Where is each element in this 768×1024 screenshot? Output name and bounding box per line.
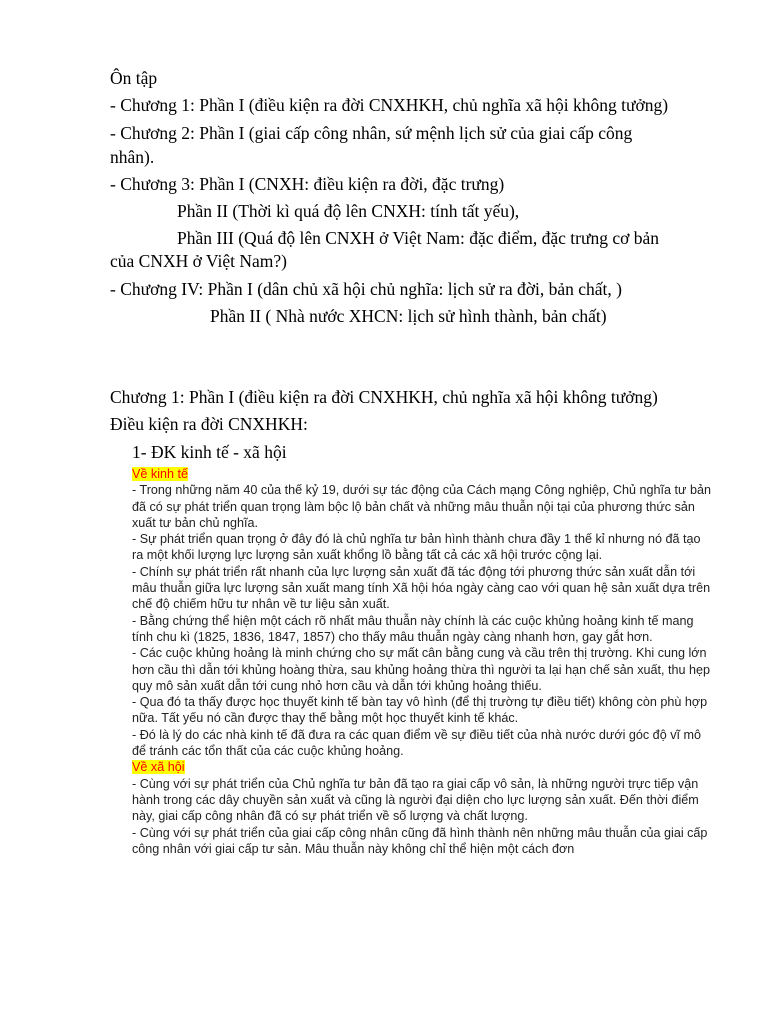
outline-line-chapter-2-cont: nhân). — [110, 147, 155, 167]
outline-title: Ôn tập — [110, 68, 158, 88]
paragraph: - Bằng chứng thể hiện một cách rõ nhất mâu thuẫn này chính là các cuộc khủng hoảng kinh tế mang tính chu kì (1825, 1836, 1847, 1857) cho thấy mâu thuẫn ngày càng nhanh hơn, gay gắt hơn. — [132, 613, 694, 644]
outline-line-chapter-2: - Chương 2: Phần I (giai cấp công nhân, sứ mệnh lịch sử của giai cấp công — [110, 123, 633, 143]
kinh-te-highlight: Về kinh tế — [132, 467, 189, 481]
outline-line-chapter-4-part-2: Phần II ( Nhà nước XHCN: lịch sử hình thành, bản chất) — [210, 306, 607, 326]
section-subheading: Điều kiện ra đời CNXHKH: — [110, 414, 308, 434]
section-heading: Chương 1: Phần I (điều kiện ra đời CNXHKH, chủ nghĩa xã hội không tưởng) — [110, 387, 658, 407]
xa-hoi-highlight: Về xã hội — [132, 760, 185, 775]
paragraph: - Sự phát triển quan trọng ở đây đó là chủ nghĩa tư bản hình thành chưa đầy 1 thế kỉ nhưng nó đã tạo ra một khối lượng lực lượng sản xuất khổng lồ bằng tất cả các xã hội trước cộng lại. — [132, 532, 701, 563]
paragraph: - Đó là lý do các nhà kinh tế đã đưa ra các quan điểm về sự điều tiết của nhà nước dưới góc độ vĩ mô để tránh các tổn thất của các cuộc khủng hoảng. — [132, 727, 701, 759]
outline-line-chapter-3: - Chương 3: Phần I (CNXH: điều kiện ra đời, đặc trưng) — [110, 174, 505, 194]
paragraph: - Cùng với sự phát triển của Chủ nghĩa tư bản đã tạo ra giai cấp vô sản, là những người trực tiếp vận hành trong các dây chuyền sản xuất và cũng là người đại diện cho lực lượng sản xuất. Đến thời điểm này, giai cấp công nhân đã có sự phát triển về số lượng và chất lượng. — [132, 776, 699, 824]
paragraph: - Trong những năm 40 của thế kỷ 19, dưới sự tác động của Cách mạng Công nghiệp, Chủ nghĩa tư bản đã có sự phát triển quan trọng làm bộc lộ bản chất và những mâu thuẫn nội tại của phương thức sản xuất tư bản chủ nghĩa. — [132, 483, 711, 530]
body-text — [132, 466, 712, 857]
outline-line-chapter-4: - Chương IV: Phần I (dân chủ xã hội chủ nghĩa: lịch sử ra đời, bản chất, ) — [110, 279, 622, 299]
paragraph: - Qua đó ta thấy được học thuyết kinh tế bàn tay vô hình (để thị trường tự điều tiết) không còn phù hợp nữa. Tất yếu nó cần được thay thế bằng một học thuyết kinh tế khác. — [132, 695, 708, 726]
paragraph: - Chính sự phát triển rất nhanh của lực lượng sản xuất đã tác động tới phương thức sản xuất dẫn tới mâu thuẫn giữa lực lượng sản xuất mang tính Xã hội hóa ngày càng cao với quan hệ sản xuất dựa trên chế độ chiếm hữu tư nhân về tư liệu sản xuất. — [132, 564, 711, 612]
paragraph: - Các cuộc khủng hoảng là minh chứng cho sự mất cân bằng cung và cầu trên thị trường. Khi cung lớn hơn cầu thì dẫn tới khủng hoàng thừa, sau khủng hoảng thừa thì người ta lại hạn chế sản xuất, thu hẹp quy mô sản xuất dẫn tới cung nhỏ hơn cầu và dẫn tới khủng hoảng thiếu. — [132, 646, 711, 693]
outline-line-chapter-1: - Chương 1: Phần I (điều kiện ra đời CNXHKH, chủ nghĩa xã hội không tưởng) — [110, 95, 669, 115]
section-item-1: 1- ĐK kinh tế - xã hội — [132, 442, 287, 462]
outline-line-chapter-3-part-2: Phần II (Thời kì quá độ lên CNXH: tính tất yếu), — [177, 201, 520, 221]
outline-line-chapter-3-part-3-cont: của CNXH ở Việt Nam?) — [110, 251, 287, 271]
outline-line-chapter-3-part-3: Phần III (Quá độ lên CNXH ở Việt Nam: đặc điểm, đặc trưng cơ bản — [177, 228, 659, 248]
kinh-te-label-line — [132, 466, 712, 482]
xa-hoi-label-line — [132, 759, 712, 775]
paragraph: - Cùng với sự phát triển của giai cấp công nhân cũng đã hình thành nên những mâu thuẫn của giai cấp công nhân với giai cấp tư sản. Mâu thuẫn này không chỉ thể hiện một cách đơn — [132, 825, 708, 856]
